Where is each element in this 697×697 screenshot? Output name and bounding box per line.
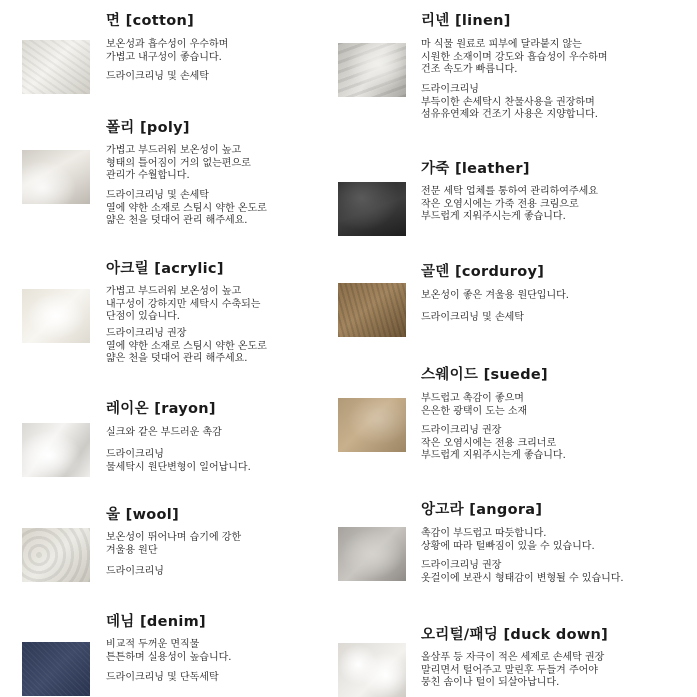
fabric-care: 드라이크리닝 <box>106 566 164 577</box>
fabric-care: 드라이크리닝 권장 옷걸이에 보관시 형태감이 변형될 수 있습니다. <box>421 560 624 584</box>
denim-fabric-swatch <box>22 642 90 696</box>
corduroy-fabric-swatch <box>338 283 406 337</box>
duck-down-fabric-swatch <box>338 643 406 697</box>
poly-fabric-swatch <box>22 150 90 204</box>
wool-fabric-swatch <box>22 528 90 582</box>
fabric-description: 비교적 두꺼운 면직물 튼튼하며 실용성이 높습니다. <box>106 639 232 663</box>
fabric-description: 올삼푸 등 자극이 적은 세제로 손세탁 권장 말리면서 털어주고 말린후 두들겨 주어야 뭉친 솜이나 털이 되살아납니다. <box>421 652 605 688</box>
fabric-care: 드라이크리닝 및 단독세탁 <box>106 672 219 683</box>
cotton-fabric-swatch <box>22 40 90 94</box>
fabric-care: 드라이크리닝 물세탁시 원단변형이 일어납니다. <box>106 449 251 473</box>
fabric-description: 부드럽고 촉감이 좋으며 은은한 광택이 도는 소재 <box>421 393 528 417</box>
fabric-title: 울 [wool] <box>106 507 179 523</box>
fabric-title: 아크릴 [acrylic] <box>106 261 224 277</box>
fabric-title: 데님 [denim] <box>106 614 206 630</box>
linen-fabric-swatch <box>338 43 406 97</box>
fabric-title: 스웨이드 [suede] <box>421 367 548 383</box>
suede-fabric-swatch <box>338 398 406 452</box>
fabric-description: 촉감이 부드럽고 따듯합니다. 상황에 따라 털빠짐이 있을 수 있습니다. <box>421 528 595 552</box>
rayon-fabric-swatch <box>22 423 90 477</box>
fabric-description: 가볍고 부드러워 보온성이 높고 형태의 틀어짐이 거의 없는편으로 관리가 수월합니다. <box>106 145 251 181</box>
fabric-description: 보온성이 뛰어나며 습기에 강한 겨울용 원단 <box>106 532 242 556</box>
fabric-description: 실크와 같은 부드러운 촉감 <box>106 427 222 438</box>
fabric-description: 보온성과 흡수성이 우수하며 가볍고 내구성이 좋습니다. <box>106 39 229 63</box>
fabric-care: 드라이크리닝 권장 작은 오염시에는 전용 크리너로 부드럽게 지워주시는게 좋습니다. <box>421 425 566 461</box>
fabric-care: 드라이크리닝 권장 열에 약한 소재로 스팀시 약한 온도로 얇은 천을 덧대어 관리 해주세요. <box>106 328 267 364</box>
fabric-title: 폴리 [poly] <box>106 120 190 136</box>
fabric-title: 면 [cotton] <box>106 13 195 29</box>
fabric-care: 드라이크리닝 및 손세탁 <box>106 71 209 82</box>
acrylic-fabric-swatch <box>22 289 90 343</box>
fabric-care: 드라이크리닝 및 손세탁 열에 약한 소재로 스팀시 약한 온도로 얇은 천을 덧대어 관리 해주세요. <box>106 190 267 226</box>
fabric-title: 레이온 [rayon] <box>106 401 216 417</box>
fabric-description: 보온성이 좋은 겨울용 원단입니다. <box>421 290 569 301</box>
fabric-title: 오리털/패딩 [duck down] <box>421 627 609 643</box>
fabric-description: 가볍고 부드러워 보온성이 높고 내구성이 강하지만 세탁시 수축되는 단점이 있습니다. <box>106 286 261 322</box>
leather-fabric-swatch <box>338 182 406 236</box>
fabric-title: 골덴 [corduroy] <box>421 264 545 280</box>
fabric-title: 리넨 [linen] <box>421 13 511 29</box>
fabric-care: 드라이크리닝 및 손세탁 <box>421 312 524 323</box>
fabric-description: 마 식물 원료로 피부에 달라붙지 않는 시원한 소재이며 강도와 흡습성이 우수하며 건조 속도가 빠릅니다. <box>421 39 608 75</box>
fabric-title: 가죽 [leather] <box>421 161 530 177</box>
fabric-title: 앙고라 [angora] <box>421 502 543 518</box>
fabric-description: 전문 세탁 업체를 통하여 관리하여주세요 작은 오염시에는 가죽 전용 크림으로 부드럽게 지워주시는게 좋습니다. <box>421 186 598 222</box>
angora-fabric-swatch <box>338 527 406 581</box>
fabric-care: 드라이크리닝 부득이한 손세탁시 찬물사용을 권장하며 섬유유연제와 건조기 사용은 지양합니다. <box>421 84 598 120</box>
